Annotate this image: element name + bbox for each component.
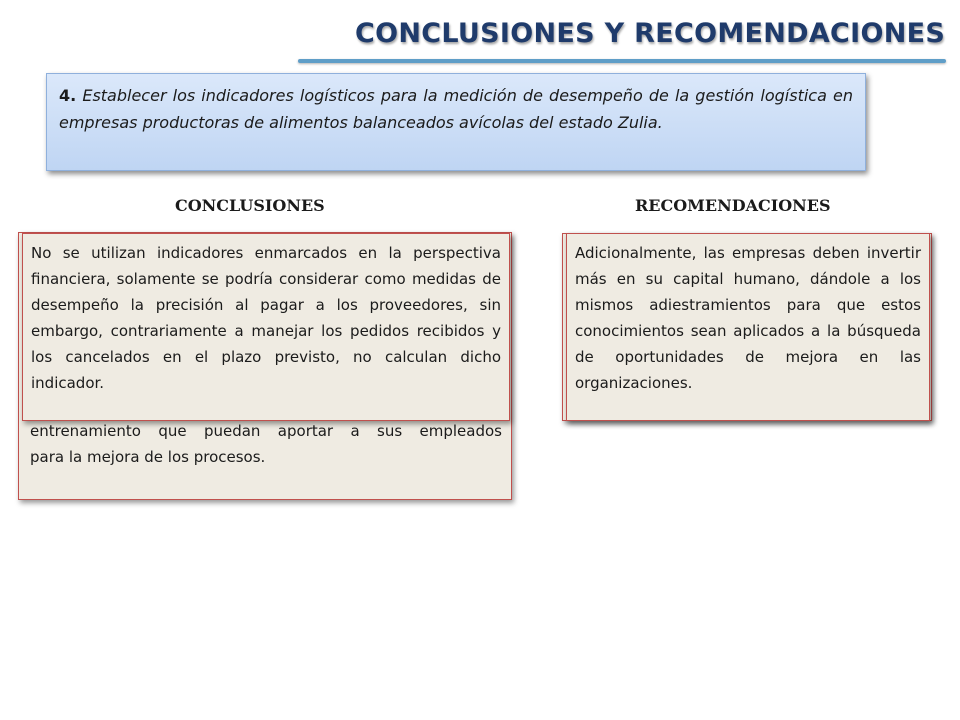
conclusiones-heading: CONCLUSIONES xyxy=(175,196,325,215)
conclusiones-back-text xyxy=(30,418,502,470)
objective-text: Establecer los indicadores logísticos para la medición de desempeño de la gestión logística en empresas productoras de alimentos balanceados avícolas del estado Zulia. xyxy=(59,86,853,132)
slide-title: CONCLUSIONES Y RECOMENDACIONES xyxy=(355,18,946,49)
objective-box xyxy=(46,73,866,171)
recomendaciones-front-box xyxy=(566,233,930,421)
conclusiones-back-line-1: entrenamiento que puedan aportar a sus empleados xyxy=(30,422,502,440)
recomendaciones-text: Adicionalmente, las empresas deben invertir más en su capital humano, dándole a los mismos adiestramientos para que estos conocimientos sean aplicados a la búsqueda de oportunidades de mejora en las organizaciones. xyxy=(575,244,921,392)
title-underline xyxy=(298,59,946,63)
recomendaciones-heading: RECOMENDACIONES xyxy=(635,196,831,215)
conclusiones-text: No se utilizan indicadores enmarcados en la perspectiva financiera, solamente se podría considerar como medidas de desempeño la precisión al pagar a los proveedores, sin embargo, contrariamente a manejar los pedidos recibidos y los cancelados en el plazo previsto, no calculan dicho indicador. xyxy=(31,244,501,392)
objective-number: 4. xyxy=(59,86,77,105)
conclusiones-front-box xyxy=(22,233,510,421)
conclusiones-back-line-2: para la mejora de los procesos. xyxy=(30,448,266,466)
